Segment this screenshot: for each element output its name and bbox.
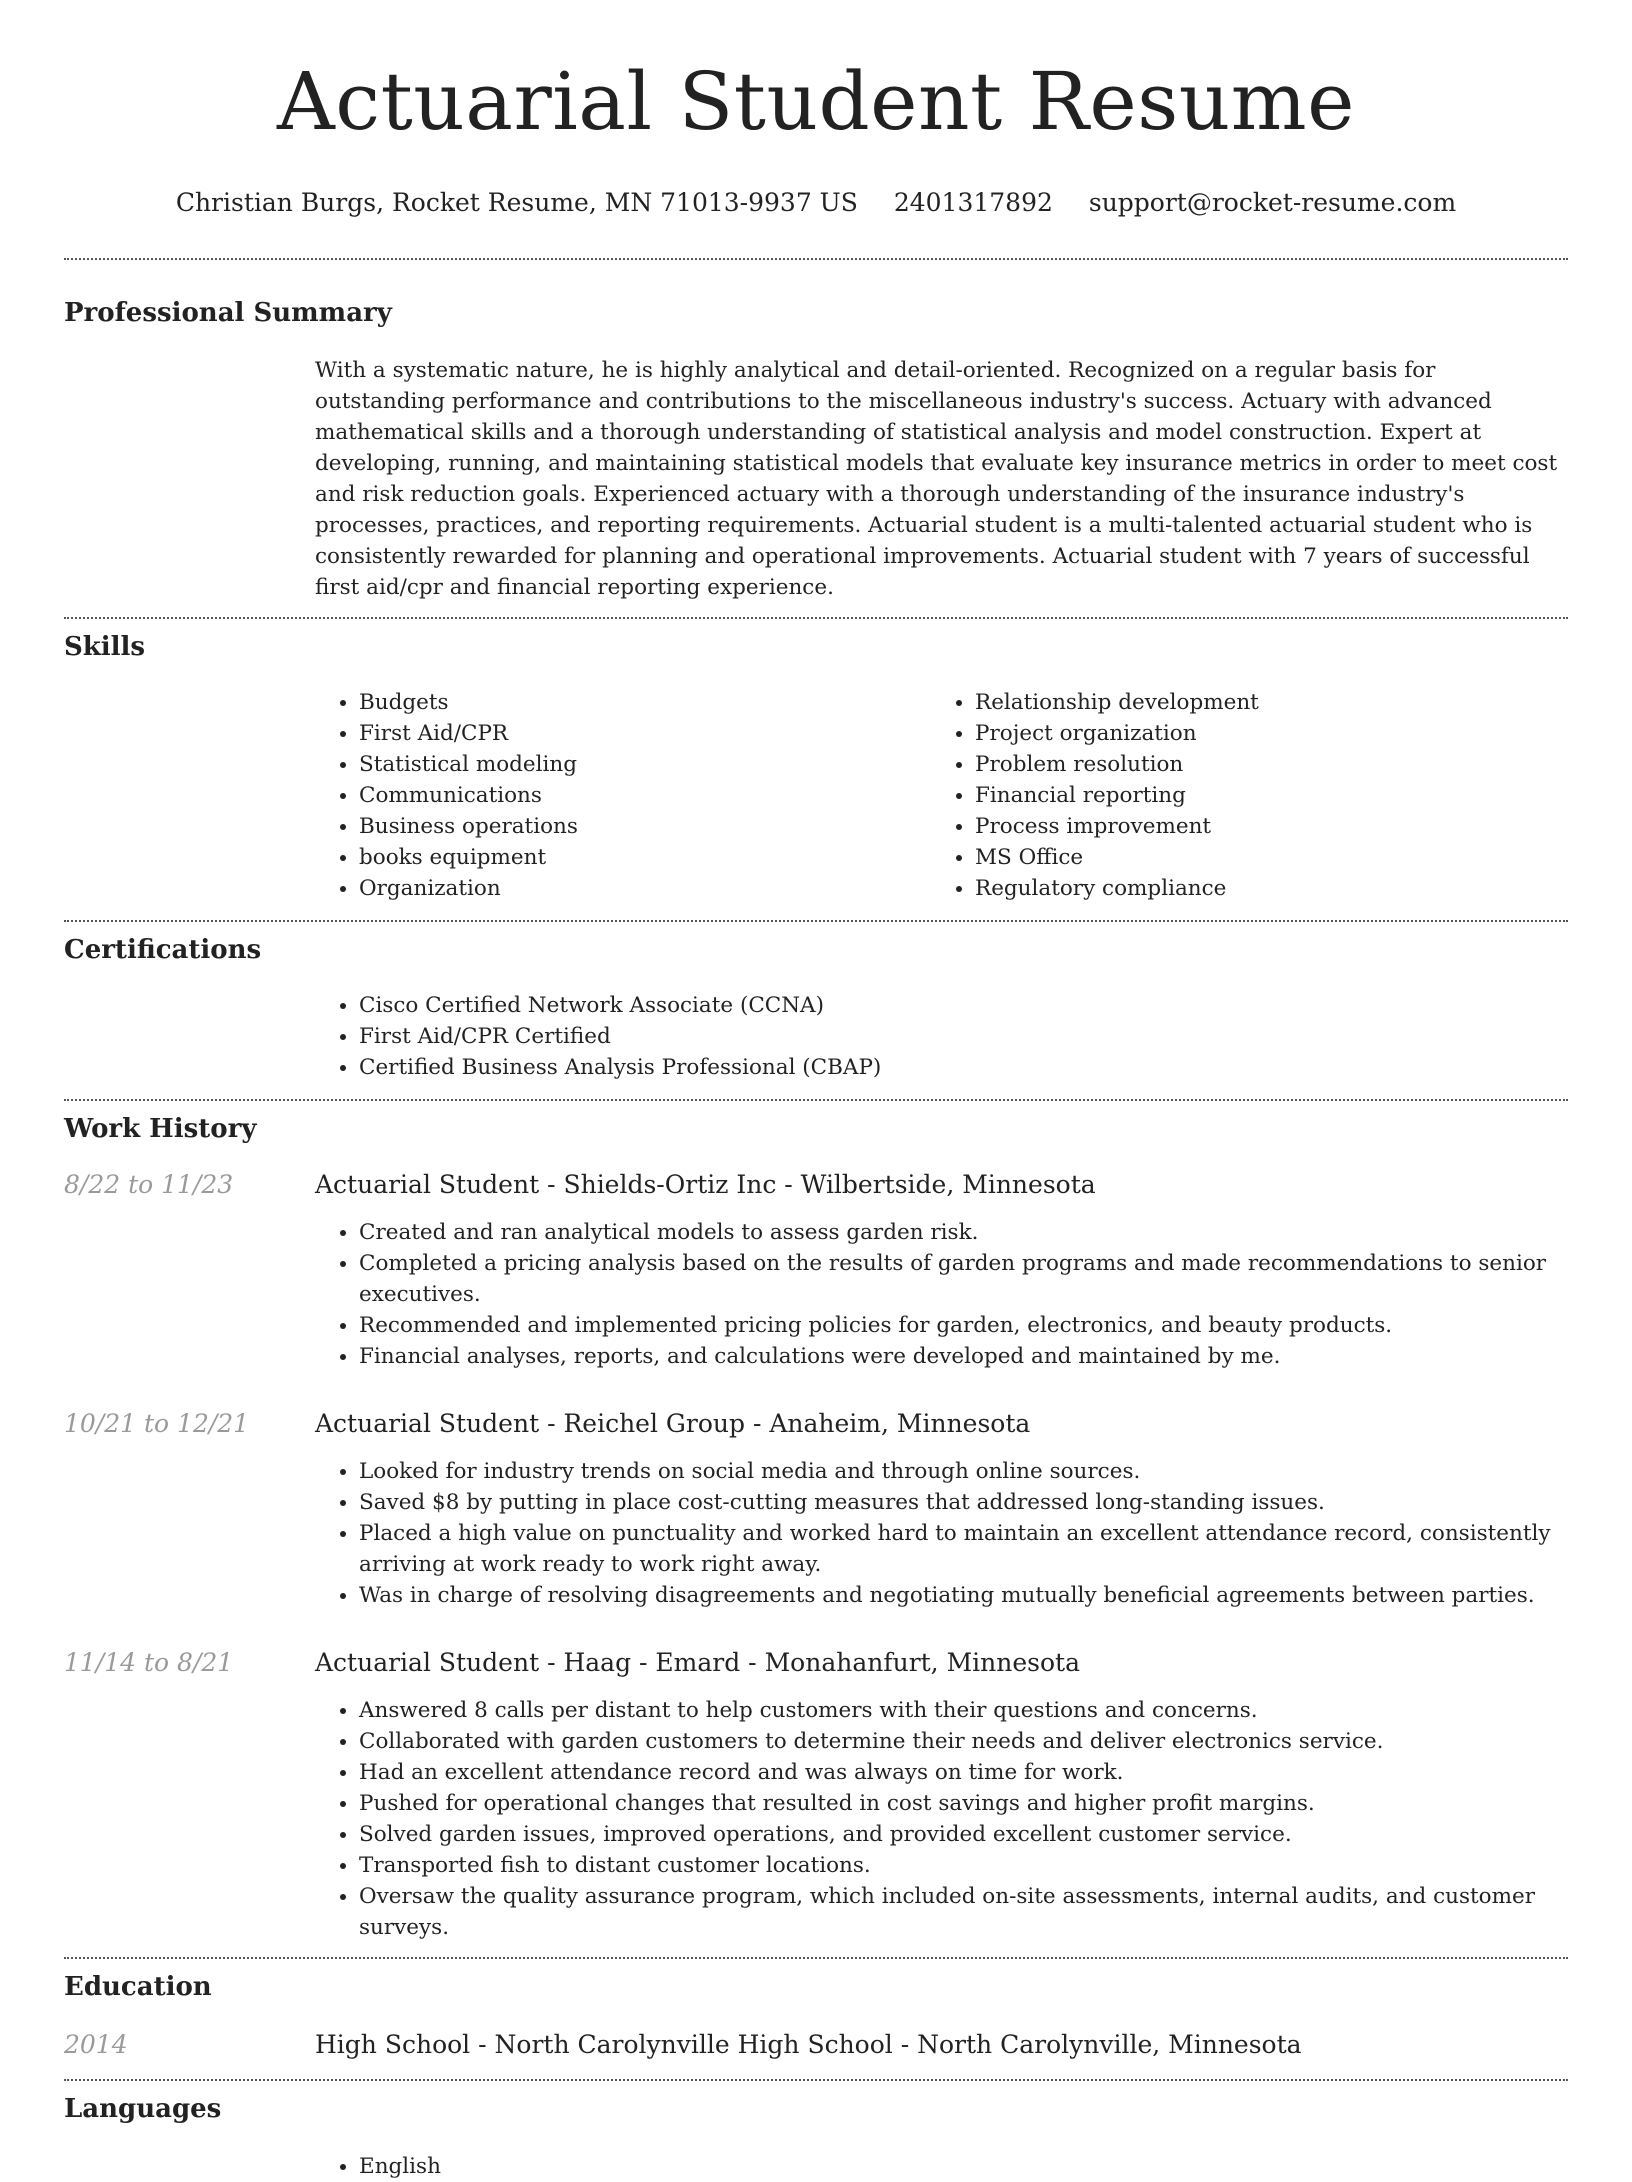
- list-item: • Solved garden issues, improved operations, and provided excellent customer service.: [359, 1819, 1568, 1850]
- list-item: • Budgets: [359, 687, 931, 718]
- job-date: 10/21 to 12/21: [64, 1409, 250, 1438]
- list-item: • Transported fish to distant customer locations.: [359, 1850, 1568, 1881]
- job-title: Actuarial Student - Reichel Group - Anaheim, Minnesota: [315, 1409, 1031, 1438]
- job-bullet-list: [315, 1217, 1568, 1372]
- section-heading-skills: Skills: [64, 632, 146, 662]
- certifications-block: [315, 990, 1568, 1099]
- job-date: 8/22 to 11/23: [64, 1170, 234, 1199]
- list-item: • Recommended and implemented pricing policies for garden, electronics, and beauty products.: [359, 1310, 1568, 1341]
- certifications-list: [315, 990, 1568, 1083]
- job-bullets: [315, 1456, 1568, 1611]
- contact-address: Christian Burgs, Rocket Resume, MN 71013-9937 US: [175, 188, 858, 217]
- contact-line: [64, 188, 1568, 218]
- list-item: • Placed a high value on punctuality and worked hard to maintain an excellent attendance record, consistently arriving at work ready to work right away.: [359, 1518, 1568, 1580]
- education-title: High School - North Carolynville High School - North Carolynville, Minnesota: [315, 2030, 1302, 2059]
- list-item: • Communications: [359, 780, 931, 811]
- work-history-section: [64, 1101, 1568, 1957]
- jobs-container: [64, 1169, 1568, 1957]
- list-item: • Completed a pricing analysis based on the results of garden programs and made recommendations to senior executives.: [359, 1248, 1568, 1310]
- job-bullet-list: [315, 1456, 1568, 1611]
- skills-columns: [315, 687, 1568, 920]
- job-entry: [64, 1169, 1568, 1408]
- list-item: • MS Office: [975, 842, 1547, 873]
- list-item: • Pushed for operational changes that resulted in cost savings and higher profit margins.: [359, 1788, 1568, 1819]
- list-item: • Oversaw the quality assurance program, which included on-site assessments, internal audits, and customer surveys.: [359, 1881, 1568, 1943]
- section-heading-languages: Languages: [64, 2094, 222, 2124]
- job-bullets: [315, 1217, 1568, 1372]
- job-date: 11/14 to 8/21: [64, 1648, 234, 1677]
- contact-email: support@rocket-resume.com: [1088, 188, 1457, 217]
- list-item: • Had an excellent attendance record and was always on time for work.: [359, 1757, 1568, 1788]
- job-header: [64, 1408, 1568, 1440]
- list-item: • Saved $8 by putting in place cost-cutting measures that addressed long-standing issues.: [359, 1487, 1568, 1518]
- list-item: • Relationship development: [975, 687, 1547, 718]
- education-date: 2014: [64, 2030, 128, 2059]
- section-heading-work-history: Work History: [64, 1114, 257, 1144]
- languages-section: [64, 2081, 1568, 2182]
- resume-title: Actuarial Student Resume: [277, 55, 1355, 148]
- skills-section: [64, 619, 1568, 920]
- list-item: • Organization: [359, 873, 931, 904]
- education-entry: [64, 2029, 1568, 2079]
- education-section: [64, 1959, 1568, 2079]
- job-entry: [64, 1647, 1568, 1957]
- list-item: • Was in charge of resolving disagreements and negotiating mutually beneficial agreements between parties.: [359, 1580, 1568, 1611]
- job-bullets: [315, 1695, 1568, 1943]
- list-item: • First Aid/CPR: [359, 718, 931, 749]
- job-entry: [64, 1408, 1568, 1647]
- skills-column-left: [315, 687, 931, 904]
- section-heading-education: Education: [64, 1972, 212, 2002]
- list-item: • Business operations: [359, 811, 931, 842]
- certifications-section: [64, 922, 1568, 1099]
- job-title: Actuarial Student - Haag - Emard - Monahanfurt, Minnesota: [315, 1648, 1081, 1677]
- list-item: • Regulatory compliance: [975, 873, 1547, 904]
- contact-phone: 2401317892: [893, 188, 1053, 217]
- skills-list-left: [315, 687, 931, 904]
- list-item: • Looked for industry trends on social media and through online sources.: [359, 1456, 1568, 1487]
- list-item: • Created and ran analytical models to assess garden risk.: [359, 1217, 1568, 1248]
- list-item: • First Aid/CPR Certified: [359, 1021, 1568, 1052]
- skills-list-right: [931, 687, 1547, 904]
- list-item: • Certified Business Analysis Professional (CBAP): [359, 1052, 1568, 1083]
- list-item: • Cisco Certified Network Associate (CCNA): [359, 990, 1568, 1021]
- job-header: [64, 1647, 1568, 1679]
- list-item: • Collaborated with garden customers to determine their needs and deliver electronics service.: [359, 1726, 1568, 1757]
- job-header: [64, 1169, 1568, 1201]
- skills-column-right: [931, 687, 1547, 904]
- summary-section: [64, 260, 1568, 617]
- list-item: • Problem resolution: [975, 749, 1547, 780]
- list-item: • Answered 8 calls per distant to help customers with their questions and concerns.: [359, 1695, 1568, 1726]
- list-item: • books equipment: [359, 842, 931, 873]
- list-item: • Project organization: [975, 718, 1547, 749]
- section-heading-summary: Professional Summary: [64, 298, 392, 328]
- section-heading-certifications: Certifications: [64, 935, 262, 965]
- job-title: Actuarial Student - Shields-Ortiz Inc - Wilbertside, Minnesota: [315, 1170, 1096, 1199]
- languages-block: [315, 2151, 1568, 2182]
- list-item: • Financial reporting: [975, 780, 1547, 811]
- list-item: • Statistical modeling: [359, 749, 931, 780]
- languages-list: [315, 2151, 1568, 2182]
- list-item: • Process improvement: [975, 811, 1547, 842]
- list-item: • English: [359, 2151, 1568, 2182]
- list-item: • Financial analyses, reports, and calculations were developed and maintained by me.: [359, 1341, 1568, 1372]
- summary-text: With a systematic nature, he is highly analytical and detail-oriented. Recognized on a regular basis for outstanding performance and contributions to the miscellaneous industry's success. Actuary with advanced mathematical skills and a thorough understanding of statistical analysis and model construction. Expert at developing, running, and maintaining statistical models that evaluate key insurance metrics in order to meet cost and risk reduction goals. Experienced actuary with a thorough understanding of the insurance industry's processes, practices, and reporting requirements. Actuarial student is a multi-talented actuarial student who is consistently rewarded for planning and operational improvements. Actuarial student with 7 years of successful first aid/cpr and financial reporting experience.: [315, 358, 1558, 600]
- job-bullet-list: [315, 1695, 1568, 1943]
